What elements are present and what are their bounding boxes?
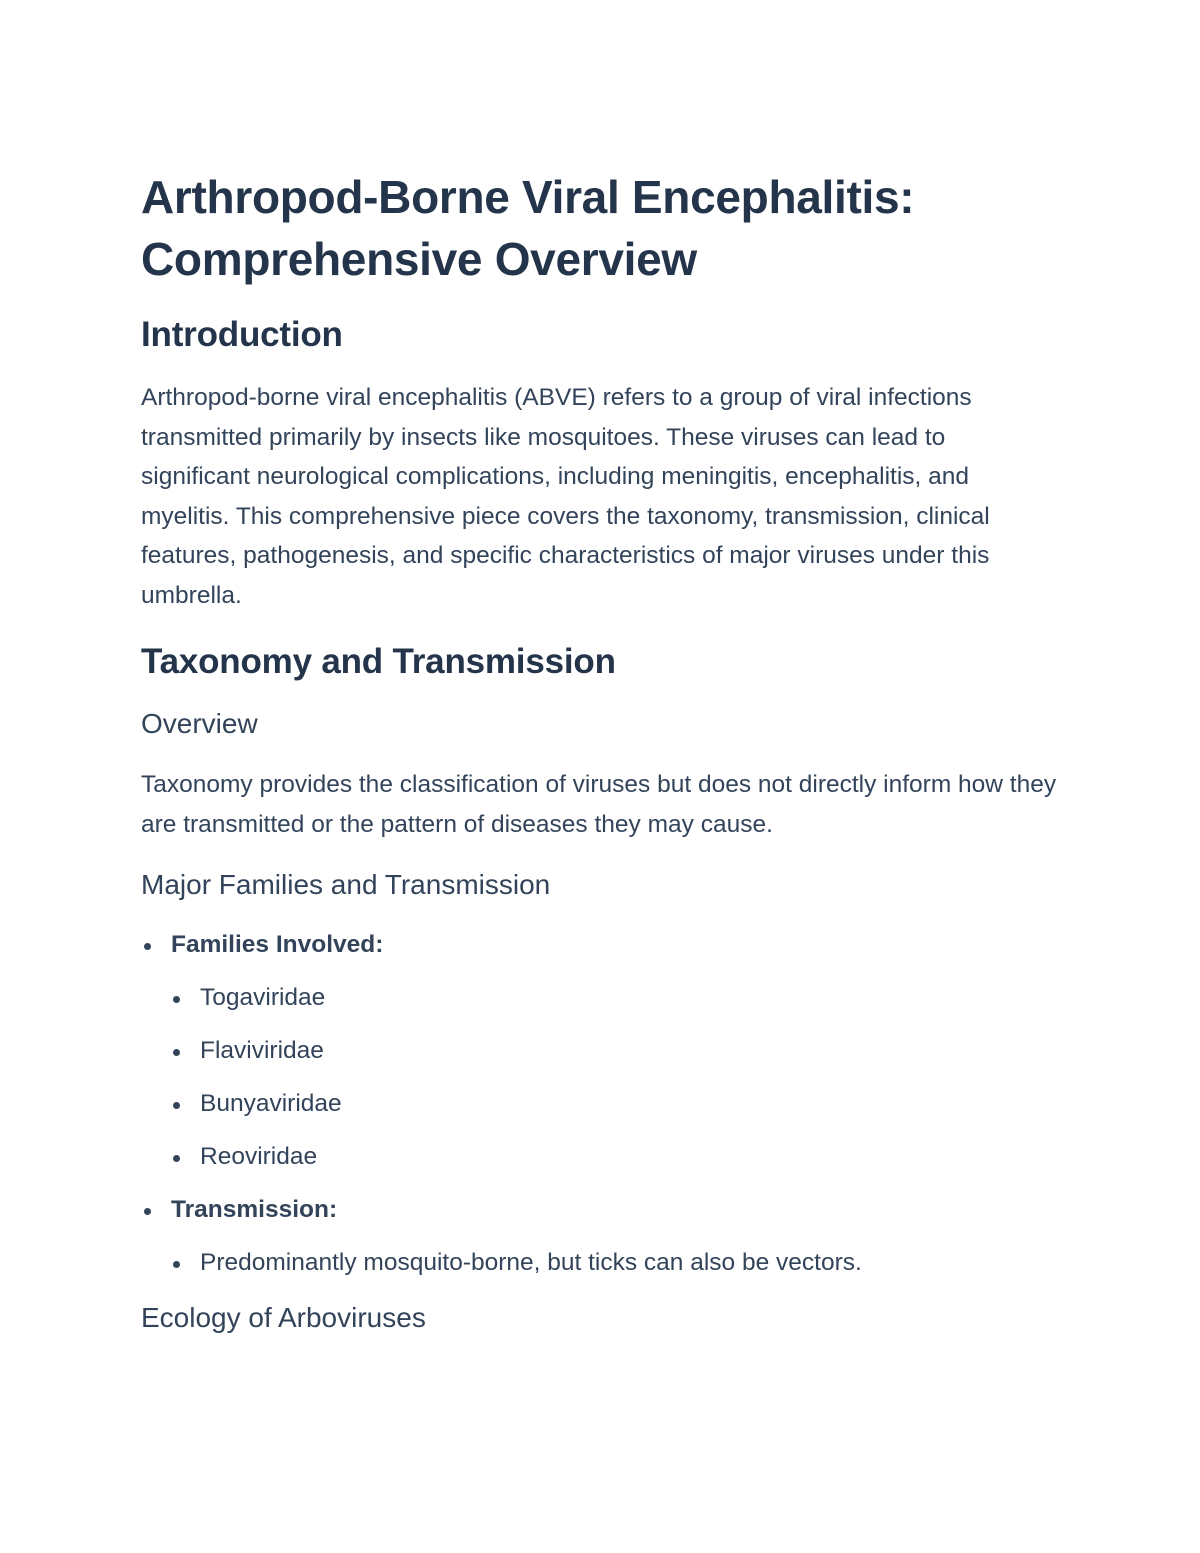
list-item bbox=[141, 1140, 1061, 1174]
list-item bbox=[141, 1034, 1061, 1068]
family-reoviridae: Reoviridae bbox=[200, 1143, 318, 1170]
families-label: Families Involved: bbox=[171, 931, 384, 958]
major-families-heading: Major Families and Transmission bbox=[141, 869, 551, 900]
overview-heading: Overview bbox=[141, 708, 258, 739]
list-item bbox=[141, 981, 1061, 1015]
bullet-icon bbox=[144, 1208, 151, 1215]
bullet-icon bbox=[173, 1155, 180, 1162]
taxonomy-heading: Taxonomy and Transmission bbox=[141, 642, 616, 681]
bullet-icon bbox=[173, 996, 180, 1003]
bullet-icon bbox=[144, 943, 151, 950]
list-item bbox=[141, 1087, 1061, 1121]
introduction-heading: Introduction bbox=[141, 315, 343, 354]
list-item bbox=[141, 1193, 1061, 1227]
transmission-label: Transmission: bbox=[171, 1196, 338, 1223]
document-page bbox=[141, 166, 1061, 1336]
bullet-icon bbox=[173, 1049, 180, 1056]
family-bunyaviridae: Bunyaviridae bbox=[200, 1090, 342, 1117]
list-item bbox=[141, 1246, 1061, 1280]
overview-paragraph: Taxonomy provides the classification of viruses but does not directly inform how they are transmitted or the pattern of diseases they may cause. bbox=[141, 771, 1057, 838]
document-title: Arthropod-Borne Viral Encephalitis: Comprehensive Overview bbox=[141, 171, 915, 285]
family-flaviviridae: Flaviviridae bbox=[200, 1037, 324, 1064]
ecology-heading: Ecology of Arboviruses bbox=[141, 1302, 426, 1333]
transmission-detail: Predominantly mosquito-borne, but ticks can also be vectors. bbox=[200, 1249, 862, 1276]
family-togaviridae: Togaviridae bbox=[200, 984, 326, 1011]
introduction-paragraph: Arthropod-borne viral encephalitis (ABVE) refers to a group of viral infections transmitted primarily by insects like mosquitoes. These viruses can lead to significant neurological complications, including meningitis, encephalitis, and myelitis. This comprehensive piece covers the taxonomy, transmission, clinical features, pathogenesis, and specific characteristics of major viruses under this umbrella. bbox=[141, 384, 990, 609]
families-bullet-list bbox=[141, 928, 1061, 1280]
bullet-icon bbox=[173, 1261, 180, 1268]
bullet-icon bbox=[173, 1102, 180, 1109]
list-item bbox=[141, 928, 1061, 962]
